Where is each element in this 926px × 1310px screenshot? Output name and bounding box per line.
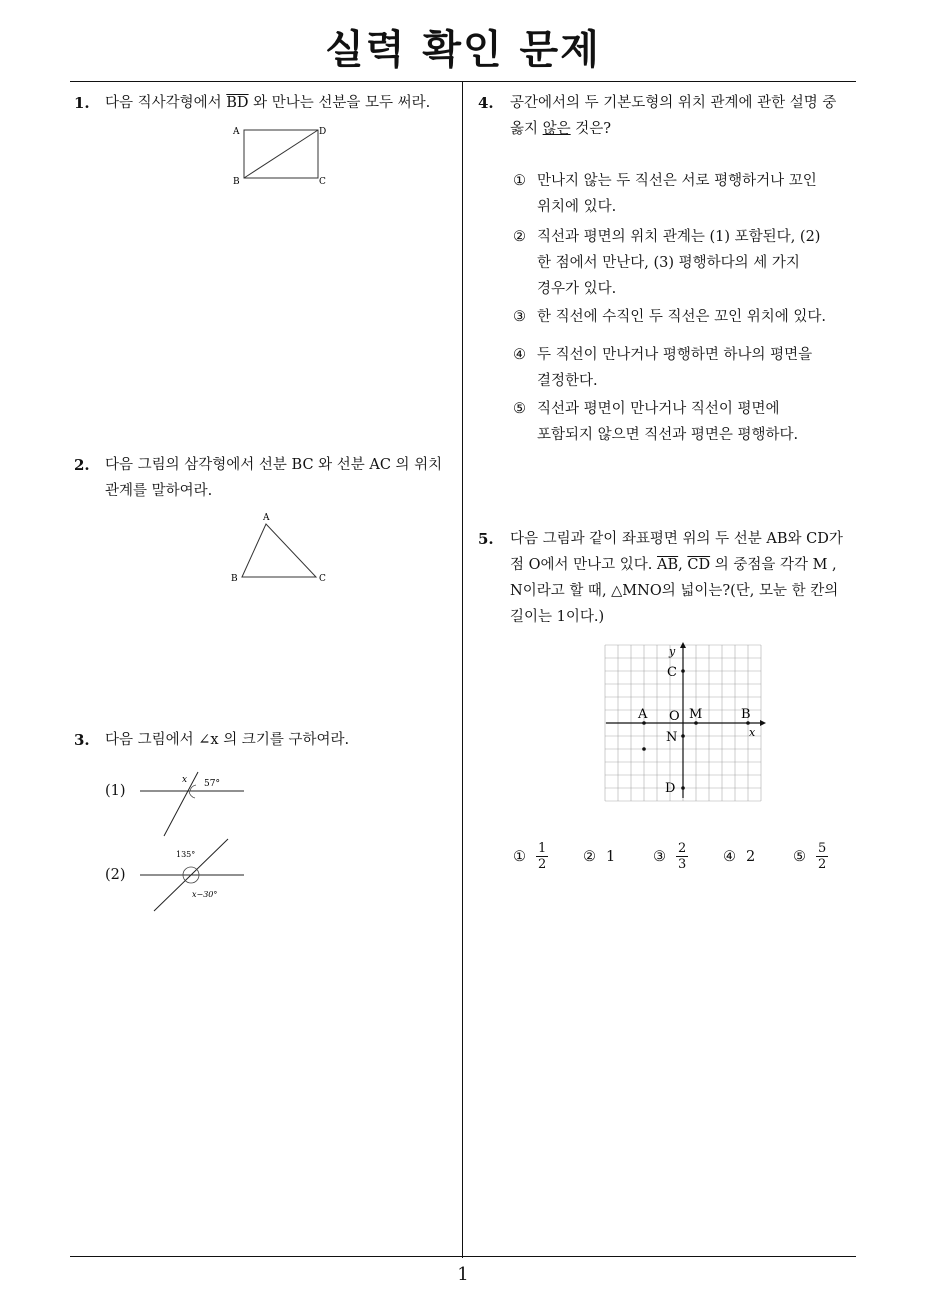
q3-fig2-expr: x−30° [192,890,218,899]
q5-text: 다음 그림과 같이 좌표평면 위의 두 선분 AB와 CD가 점 O에서 만나고 있다. $\overline{AB}$, $\overline{CD}$ 의 중점을 각각 M , N이라고 할 때, △MNO의 넓이는?(단, 모눈 한 칸의 길이는 1이다.) [510,531,843,625]
point-n [681,734,685,738]
q2-number: 2. [74,456,90,474]
grid-label-c: C [667,665,677,680]
q4-option-3[interactable]: ③ 한 직선에 수직인 두 직선은 꼬인 위치에 있다. [513,309,826,325]
q5-segment-cd: $\overline{CD}$ [687,557,711,573]
q3-fig2-angle: 135° [176,850,196,859]
q5-answer-1[interactable]: ① $\frac{1}{2}$ [513,841,547,872]
q5-answer-2[interactable]: ② 1 [583,849,616,865]
point-d [681,786,685,790]
grid-label-a: A [638,707,648,722]
q5-answer-4[interactable]: ④ 2 [723,849,756,865]
q3-figure-1 [136,770,248,840]
point-c [681,669,685,673]
q1-number: 1. [74,94,90,112]
grid-label-y: y [669,645,676,658]
q4-text: 공간에서의 두 기본도형의 위치 관계에 관한 설명 중 옳지 않은 것은? [510,95,837,137]
point-extra [642,747,646,751]
q2-label-c: C [319,574,326,584]
q2-label-a: A [263,513,270,523]
q2-triangle-figure [226,508,336,588]
grid-label-d: D [665,781,676,796]
q5-segment-ab: $\overline{AB}$ [657,557,679,573]
grid-label-o: O [669,709,680,724]
page-number: 1 [457,1264,469,1285]
page-title: 실력 확인 문제 [325,27,601,73]
q4-option-4[interactable]: ④ 두 직선이 만나거나 평행하면 하나의 평면을 결정한다. [513,347,813,389]
q4-number: 4. [478,94,494,112]
q5-coordinate-grid [600,640,770,806]
q1-label-a: A [233,127,240,137]
footer-rule [70,1256,856,1257]
q3-fig1-angle: 57° [204,779,220,789]
x-axis-arrow [760,720,766,726]
grid-label-b: B [741,707,751,722]
q1-label-c: C [319,177,326,187]
q1-segment-bd: $\overline{BD}$ [226,95,249,111]
grid-label-m: M [689,707,703,722]
q1-label-b: B [233,177,240,187]
q4-option-2[interactable]: ② 직선과 평면의 위치 관계는 (1) 포함된다, (2) 한 점에서 만난다, (3) 평행하다의 세 가지 경우가 있다. [513,229,821,297]
q3-number: 3. [74,731,90,749]
q2-label-b: B [231,574,238,584]
q1-text: 다음 직사각형에서 $\overline{BD}$ 와 만나는 선분을 모두 써라. [105,95,431,111]
q3-figure-2 [136,838,248,916]
q2-text: 다음 그림의 삼각형에서 선분 BC 와 선분 AC 의 위치 관계를 말하여라. [105,457,443,499]
q3-fig1-x: x [182,775,188,785]
q4-emphasis: 않은 [542,121,571,137]
column-divider [462,82,463,1258]
grid-label-n: N [666,730,678,745]
header-rule [70,81,856,82]
q1-rectangle-figure [228,120,338,190]
q5-answer-5[interactable]: ⑤ $\frac{5}{2}$ [793,841,827,872]
q4-option-5[interactable]: ⑤ 직선과 평면이 만나거나 직선이 평면에 포함되지 않으면 직선과 평면은 평행하다. [513,401,799,443]
q4-option-1[interactable]: ① 만나지 않는 두 직선은 서로 평행하거나 꼬인 위치에 있다. [513,173,817,215]
q3-sub1-label: (1) [105,783,126,799]
q3-text: 다음 그림에서 ∠x 의 크기를 구하여라. [105,732,350,748]
grid-label-x: x [749,726,756,739]
q5-number: 5. [478,530,494,548]
q1-label-d: D [319,127,327,137]
q5-answer-3[interactable]: ③ $\frac{2}{3}$ [653,841,687,872]
q3-sub2-label: (2) [105,867,126,883]
